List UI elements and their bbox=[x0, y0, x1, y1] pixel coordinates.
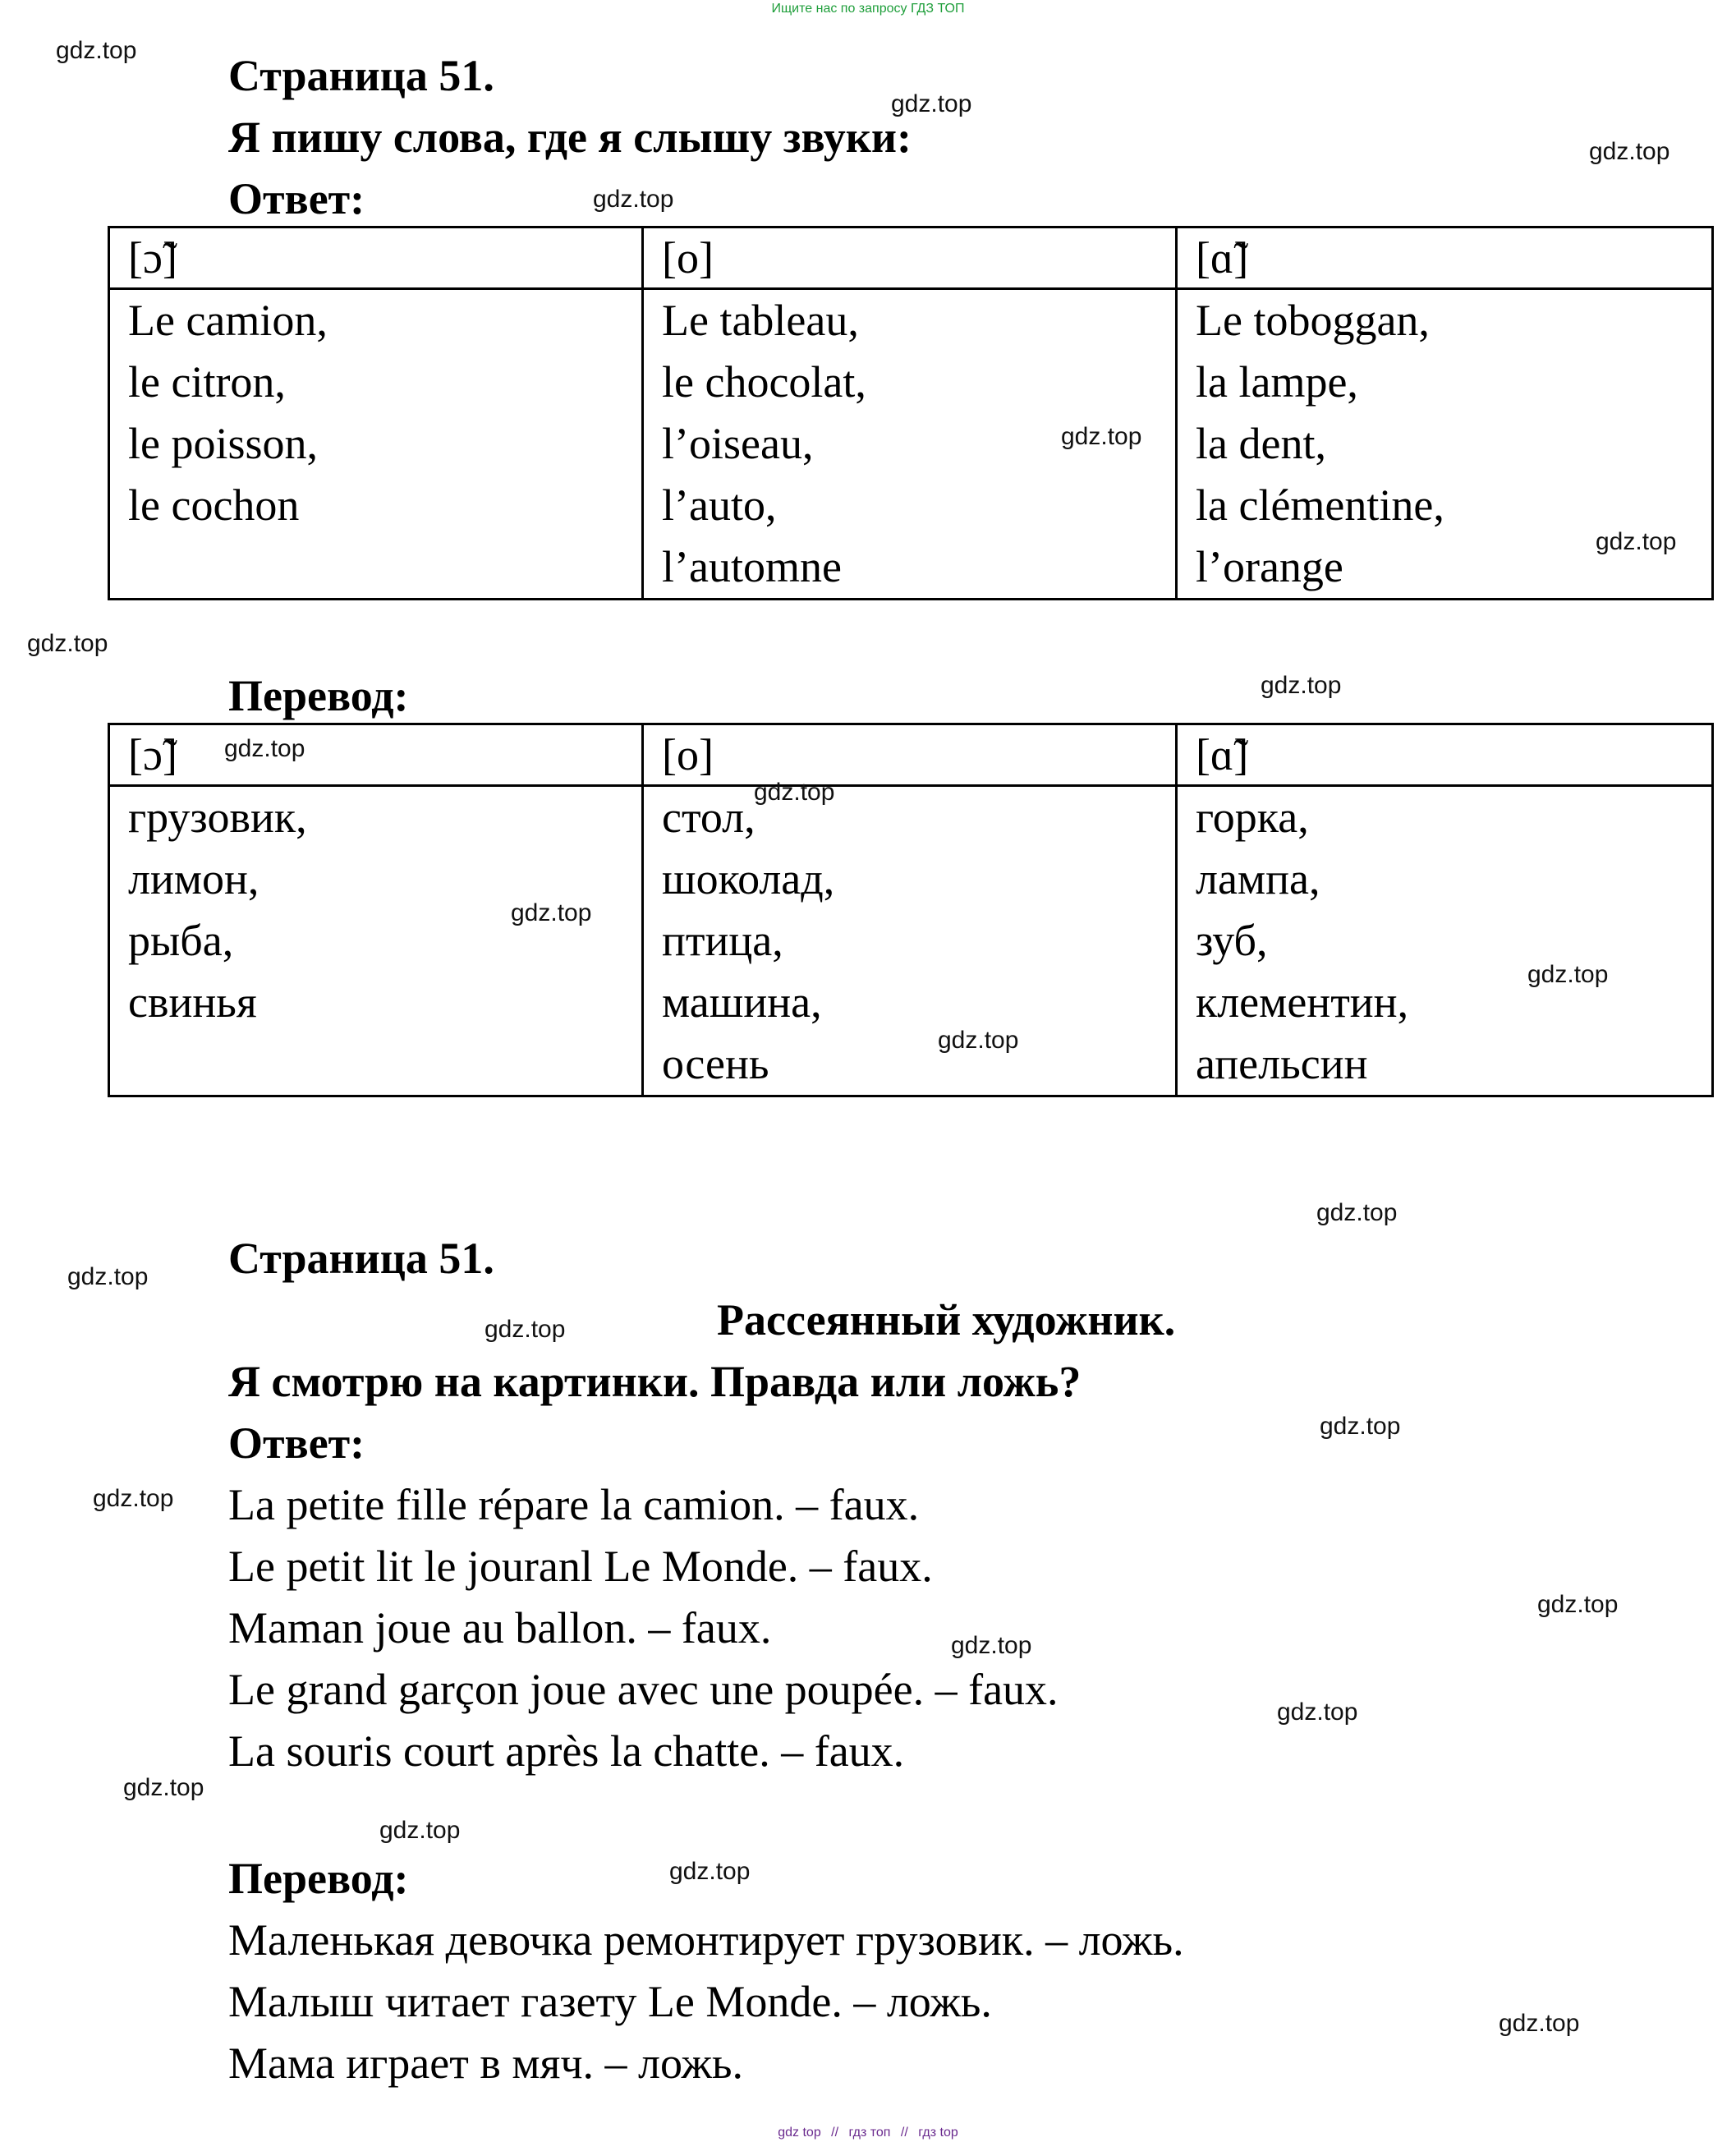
word: птица, bbox=[662, 916, 783, 965]
watermark: gdz.top bbox=[1537, 1591, 1619, 1618]
site-banner-link[interactable]: Ищите нас по запросу ГДЗ ТОП bbox=[771, 2, 965, 16]
task-heading-2: Я смотрю на картинки. Правда или ложь? bbox=[228, 1357, 1082, 1406]
translation-column-nasal-a bbox=[1177, 786, 1713, 1096]
footer-link[interactable]: гдз топ bbox=[848, 2126, 891, 2140]
answer-line: La souris court après la chatte. – faux. bbox=[228, 1726, 905, 1776]
answer-label-1: Ответ: bbox=[228, 174, 365, 223]
answer-line: Le petit lit le jouranl Le Monde. – faux. bbox=[228, 1542, 933, 1591]
translation-column-o bbox=[643, 786, 1177, 1096]
word: l’auto, bbox=[662, 480, 777, 530]
watermark: gdz.top bbox=[379, 1817, 461, 1844]
task-heading-1: Я пишу слова, где я слышу звуки: bbox=[228, 113, 912, 162]
watermark: gdz.top bbox=[1589, 138, 1670, 165]
word: шоколад, bbox=[662, 854, 835, 903]
word: le citron, bbox=[128, 357, 286, 407]
watermark: gdz.top bbox=[951, 1632, 1032, 1659]
subtitle-heading: Рассеянный художник. bbox=[717, 1295, 1176, 1344]
word: Le tableau, bbox=[662, 296, 859, 345]
word: l’automne bbox=[662, 542, 842, 591]
translation-label-1: Перевод: bbox=[228, 671, 409, 720]
watermark: gdz.top bbox=[224, 735, 305, 762]
word: le poisson, bbox=[128, 419, 319, 468]
header-nasal-o: [ɔ̃] bbox=[109, 228, 643, 289]
word: l’orange bbox=[1196, 542, 1343, 591]
watermark: gdz.top bbox=[27, 630, 108, 657]
watermark: gdz.top bbox=[669, 1858, 751, 1885]
page-heading-2: Страница 51. bbox=[228, 1234, 494, 1283]
watermark: gdz.top bbox=[1499, 2010, 1580, 2037]
answer-line: Maman joue au ballon. – faux. bbox=[228, 1603, 772, 1652]
watermark: gdz.top bbox=[1320, 1413, 1401, 1440]
word: рыба, bbox=[128, 916, 234, 965]
watermark: gdz.top bbox=[67, 1263, 149, 1290]
watermark: gdz.top bbox=[511, 899, 592, 926]
translations-list bbox=[228, 1910, 1184, 2094]
word: le cochon bbox=[128, 480, 300, 530]
word: машина, bbox=[662, 977, 822, 1027]
footer-separator: // bbox=[900, 2126, 908, 2140]
word: стол, bbox=[662, 793, 755, 842]
page-heading-1: Страница 51. bbox=[228, 51, 494, 100]
word: la lampe, bbox=[1196, 357, 1358, 407]
answer-table bbox=[108, 226, 1714, 600]
translation-table-row bbox=[109, 786, 1713, 1096]
header-nasal-a: [ɑ̃] bbox=[1177, 724, 1713, 786]
word: зуб, bbox=[1196, 916, 1268, 965]
word: la clémentine, bbox=[1196, 480, 1444, 530]
word: лампа, bbox=[1196, 854, 1320, 903]
answer-table-row bbox=[109, 289, 1713, 600]
translation-line: Мама играет в мяч. – ложь. bbox=[228, 2039, 744, 2088]
watermark: gdz.top bbox=[1527, 961, 1609, 988]
translation-label-2: Перевод: bbox=[228, 1854, 409, 1903]
translation-column-nasal-o bbox=[109, 786, 643, 1096]
word: l’oiseau, bbox=[662, 419, 814, 468]
header-o: [o] bbox=[643, 228, 1177, 289]
answer-table-header-row bbox=[109, 228, 1713, 289]
watermark: gdz.top bbox=[1316, 1199, 1398, 1226]
footer-separator: // bbox=[831, 2126, 839, 2140]
header-o: [o] bbox=[643, 724, 1177, 786]
watermark: gdz.top bbox=[938, 1027, 1019, 1054]
answers-list bbox=[228, 1474, 1059, 1782]
footer-link[interactable]: гдз top bbox=[918, 2126, 958, 2140]
word: лимон, bbox=[128, 854, 259, 903]
watermark: gdz.top bbox=[56, 37, 137, 64]
watermark: gdz.top bbox=[891, 90, 972, 117]
footer-link[interactable]: gdz top bbox=[778, 2126, 821, 2140]
answer-label-2: Ответ: bbox=[228, 1418, 365, 1468]
translation-line: Маленькая девочка ремонтирует грузовик. – ложь. bbox=[228, 1915, 1184, 1965]
word: клементин, bbox=[1196, 977, 1409, 1027]
header-nasal-a: [ɑ̃] bbox=[1177, 228, 1713, 289]
translation-line: Малыш читает газету Le Monde. – ложь. bbox=[228, 1977, 992, 2026]
translation-table bbox=[108, 723, 1714, 1097]
word: грузовик, bbox=[128, 793, 307, 842]
word: горка, bbox=[1196, 793, 1309, 842]
header-nasal-o: [ɔ̃] bbox=[109, 724, 643, 786]
answer-line: La petite fille répare la camion. – faux. bbox=[228, 1480, 920, 1529]
watermark: gdz.top bbox=[1261, 672, 1342, 699]
word: Le toboggan, bbox=[1196, 296, 1430, 345]
answer-column-nasal-o bbox=[109, 289, 643, 600]
watermark: gdz.top bbox=[1061, 423, 1142, 450]
watermark: gdz.top bbox=[123, 1774, 204, 1801]
answer-line: Le grand garçon joue avec une poupée. – faux. bbox=[228, 1665, 1059, 1714]
translation-table-header-row bbox=[109, 724, 1713, 786]
word: апельсин bbox=[1196, 1039, 1368, 1088]
watermark: gdz.top bbox=[485, 1316, 566, 1343]
watermark: gdz.top bbox=[1277, 1698, 1358, 1726]
watermark: gdz.top bbox=[93, 1485, 174, 1512]
footer-links bbox=[0, 2126, 1736, 2140]
word: свинья bbox=[128, 977, 257, 1027]
word: осень bbox=[662, 1039, 769, 1088]
word: la dent, bbox=[1196, 419, 1326, 468]
watermark: gdz.top bbox=[754, 779, 835, 806]
word: Le camion, bbox=[128, 296, 328, 345]
word: le chocolat, bbox=[662, 357, 866, 407]
watermark: gdz.top bbox=[1596, 528, 1677, 555]
watermark: gdz.top bbox=[593, 186, 674, 213]
